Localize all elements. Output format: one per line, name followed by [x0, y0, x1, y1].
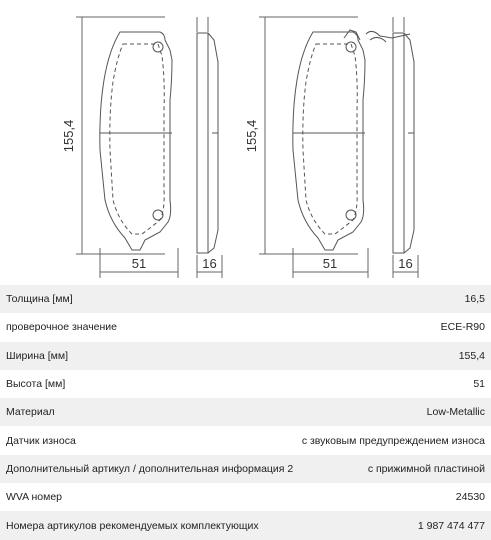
spec-key: WVA номер: [6, 491, 63, 504]
spec-key: Датчик износа: [6, 434, 76, 447]
right-height-label: 155,4: [244, 119, 259, 153]
spec-row: [0, 455, 491, 483]
spec-key: Материал: [6, 406, 55, 419]
spec-row: [0, 342, 491, 370]
left-width-label: 51: [131, 256, 147, 271]
spec-key: Высота [мм]: [6, 378, 66, 391]
left-thickness-label: 16: [202, 256, 217, 271]
left-dimension-lines: [76, 17, 222, 278]
spec-value: 51: [473, 378, 485, 391]
spec-row: [0, 426, 491, 454]
spec-row: [0, 370, 491, 398]
wear-sensor-clip: [366, 31, 410, 38]
right-pad-front-view: [293, 30, 365, 250]
spec-value: 16,5: [464, 293, 485, 306]
spec-row: [0, 285, 491, 313]
specifications-table: [0, 285, 491, 540]
left-pad-front-view: [100, 32, 172, 250]
spec-row: [0, 398, 491, 426]
spec-value: с прижимной пластиной: [367, 462, 485, 475]
spec-row: [0, 313, 491, 341]
spec-value: с звуковым предупреждением износа: [301, 434, 485, 447]
spec-value: 155,4: [458, 349, 485, 362]
spec-key: Номера артикулов рекомендуемых комплектующих: [6, 519, 259, 532]
spec-key: Толщина [мм]: [6, 293, 73, 306]
spec-key: Дополнительный артикул / дополнительная информация 2: [6, 462, 294, 475]
left-pad-side-view: [197, 33, 218, 253]
spec-value: ECE-R90: [440, 321, 485, 334]
spec-value: 24530: [455, 491, 485, 504]
spec-row: [0, 511, 491, 539]
right-thickness-label: 16: [398, 256, 413, 271]
left-height-label: 155,4: [61, 119, 76, 153]
spec-key: проверочное значение: [6, 321, 118, 334]
spec-row: [0, 483, 491, 511]
right-dimension-lines: [259, 17, 418, 278]
spec-key: Ширина [мм]: [6, 349, 69, 362]
spec-value: Low-Metallic: [426, 406, 485, 419]
right-width-label: 51: [322, 256, 338, 271]
right-pad-side-view: [366, 31, 414, 253]
spec-value: 1 987 474 477: [417, 519, 485, 532]
